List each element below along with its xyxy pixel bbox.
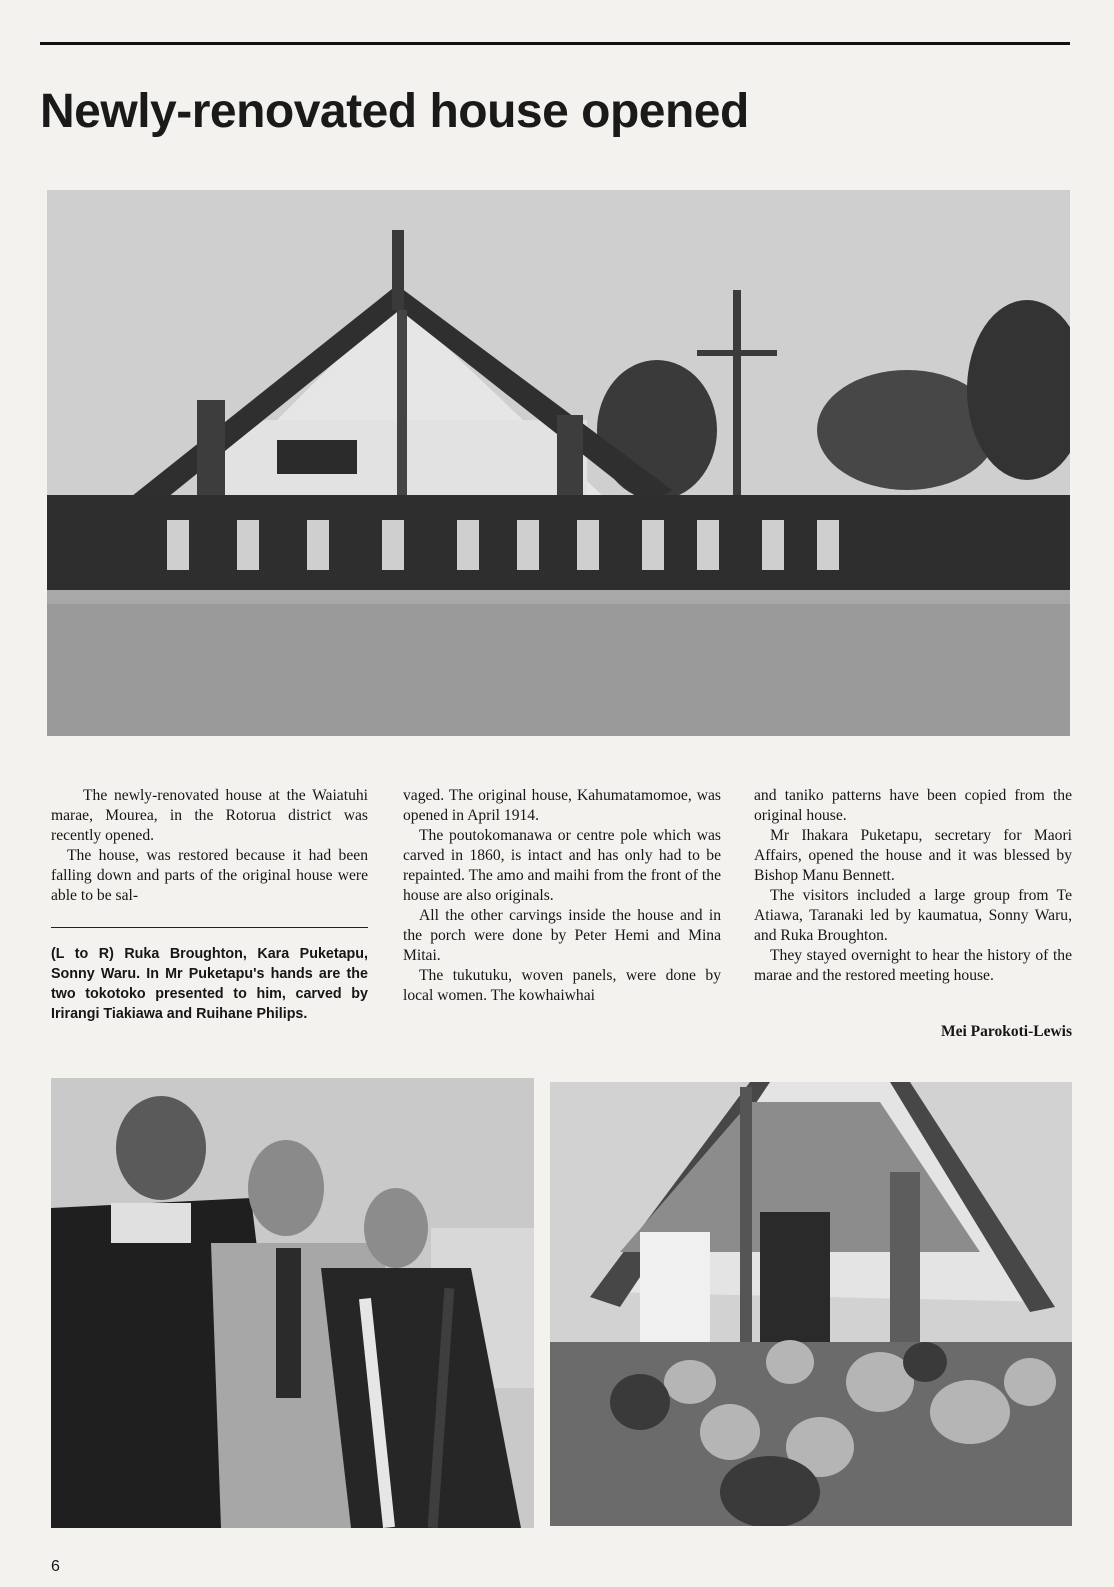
headline: Newly-renovated house opened	[40, 85, 749, 138]
paragraph: They stayed overnight to hear the history of the marae and the restored meeting house.	[754, 947, 1072, 984]
paragraph: and taniko patterns have been copied from the original house.	[754, 787, 1072, 824]
paragraph: All the other carvings inside the house and in the porch were done by Peter Hemi and Mina Mitai.	[403, 907, 721, 964]
seated-men-photo	[51, 1078, 534, 1528]
house-opening-crowd-photo	[550, 1082, 1072, 1526]
paragraph: The poutokomanawa or centre pole which was carved in 1860, is intact and has only had to be repainted. The amo and maihi from the front of the house are also originals.	[403, 827, 721, 904]
paragraph: vaged. The original house, Kahumatamomoe, was opened in April 1914.	[403, 787, 721, 824]
article-column-1	[51, 786, 368, 906]
article-column-3	[754, 786, 1072, 986]
caption-rule	[51, 927, 368, 928]
paragraph: Mr Ihakara Puketapu, secretary for Maori Affairs, opened the house and it was blessed by Bishop Manu Bennett.	[754, 827, 1072, 884]
paragraph: The house, was restored because it had been falling down and parts of the original house were able to be sal-	[51, 847, 368, 904]
photo-caption: (L to R) Ruka Broughton, Kara Puketapu, Sonny Waru. In Mr Puketapu's hands are the two tokotoko presented to him, carved by Irirangi Tiakiawa and Ruihane Philips.	[51, 946, 368, 1022]
top-rule	[40, 42, 1070, 45]
meeting-house-performance-photo	[47, 190, 1070, 736]
page-number: 6	[51, 1558, 60, 1575]
paragraph: The tukutuku, woven panels, were done by local women. The kowhaiwhai	[403, 967, 721, 1004]
paragraph: The visitors included a large group from Te Atiawa, Taranaki led by kaumatua, Sonny Waru, and Ruka Broughton.	[754, 887, 1072, 944]
paragraph: The newly-renovated house at the Waiatuhi marae, Mourea, in the Rotorua district was recently opened.	[51, 787, 368, 844]
article-column-2	[403, 786, 721, 1006]
byline: Mei Parokoti-Lewis	[940, 1023, 1072, 1040]
